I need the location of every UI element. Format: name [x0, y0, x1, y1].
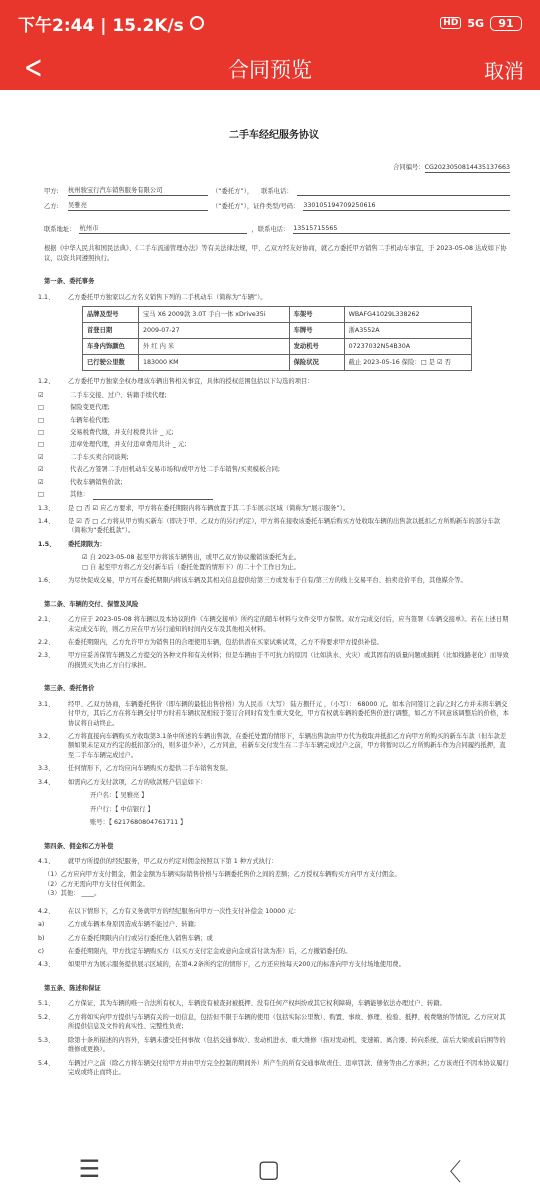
- checklist-item: ☑ 二手车交接、过户、转籍手续代理;: [38, 391, 167, 399]
- page-title: 合同预览: [228, 58, 312, 82]
- checkbox-icon: □: [38, 491, 44, 499]
- clause-3-3: 3.3、 任何情形下，乙方均应向车辆购买方提供二手车销售发票。: [38, 765, 232, 773]
- party-b-row: 乙方: 吴雅亮 （“委托方”），证件类型/号码： 330105194709250616: [44, 196, 510, 211]
- account-name-field: 开户名：【 吴雅亮 】: [90, 792, 148, 800]
- signal-icon: 5G: [467, 16, 484, 30]
- address-row: 联系地址： 杭州市 ，联系电话： 13515715565: [44, 219, 510, 234]
- checkbox-icon: □: [38, 404, 44, 412]
- clause-1-2: 1.2、 乙方委托甲方独家全权办理该车辆出售相关事宜，具体的授权范围包括以下勾选的项目：: [38, 378, 314, 386]
- contract-number: 合同编号：CG2023050814435137663: [38, 163, 510, 173]
- intro-paragraph: 根据《中华人民共和国民法典》、《二手车流通管理办法》等有关法律法规，甲、乙双方经友好协商，就乙方委托甲方销售二手机动车事宜，于 2023-05-08 达成如下协议，以资共同遵照执行。: [44, 245, 507, 262]
- section-1-heading: 第一条、委托事务: [44, 278, 95, 286]
- back-button[interactable]: <: [24, 48, 43, 86]
- authorization-checklist: [38, 391, 510, 500]
- table-row: 车身内饰颜色 外 红 内 米 发动机号 07237032N54B30A: [83, 339, 472, 355]
- checkbox-icon: □: [38, 428, 44, 436]
- checklist-item: ☑ 二手车买卖合同谈判;: [38, 453, 129, 461]
- checklist-item: □ 其他：: [38, 490, 510, 499]
- clause-1-5: 1.5、 委托期限为：: [38, 540, 106, 548]
- hd-icon: HD: [440, 17, 461, 29]
- clause-2-3: 2.3、 甲方应妥善保管车辆及乙方提交的各种文件和有关材料；但是车辆由于不可抗力的原因（比如洪水、火灾）或其固有的质量问题或损耗（比如线路老化）而导致的损毁灭失由乙方自行承担。: [38, 652, 509, 669]
- section-3-heading: 第三条、委托售价: [44, 685, 95, 693]
- party-a-row: 甲方: 杭州骏宝行汽车销售服务有限公司 （“委托方”）， 联系电话：: [44, 181, 510, 196]
- clause-4-2-a: a) 乙方或车辆本身原因造成车辆不能过户、转籍;: [38, 921, 197, 929]
- clause-1-6: 1.6、 为尽快促成交易，甲方可在委托期限内将该车辆及其相关信息提供给第三方或发布于自有/第三方的线上交易平台、拍卖竞价平台，其他媒介等。: [38, 577, 467, 585]
- menu-icon[interactable]: ☰: [78, 1155, 101, 1183]
- checklist-item: □ 保险变更代理;: [38, 404, 110, 412]
- status-icons: [440, 16, 522, 31]
- checklist-item: □ 违章处理代理，并支付违章费用共计 _ 元;: [38, 441, 187, 449]
- vehicle-info-table: [82, 306, 472, 371]
- clause-4-2-c: c) 在委托期限内，甲方找定车辆购买方（以买方支付定金或意向金或首付款为准）后，乙方撤销委托的。: [38, 948, 352, 955]
- term-option-b: □ 自 起至甲方将乙方交付新车后（委托处置的情形下）的二十个工作日为止。: [82, 563, 300, 571]
- section-5-heading: 第五条、陈述和保证: [44, 984, 101, 992]
- contract-title: 二手车经纪服务协议: [229, 130, 319, 141]
- bank-field: 开户行：【 中信银行 】: [90, 805, 154, 813]
- section-4-heading: 第四条、佣金和乙方补偿: [44, 842, 114, 850]
- checkbox-icon: ☑: [38, 453, 44, 461]
- clause-5-3: 5.3、 除第十条所描述的内容外，车辆未遭受任何事故（包括交通事故）、发动机进水、重大维修（指对发动机、变速箱、离合器、转向系统、前后大梁或前后围等的维修或更换）。: [38, 1036, 506, 1054]
- clause-1-1: 1.1、 乙方委托甲方独家以乙方名义销售下列的二手机动车（简称为“车辆”）。: [38, 293, 267, 301]
- table-row: 首登日期 2009-07-27 车牌号 浙A3552A: [83, 323, 472, 339]
- clause-4-2-b: b) 乙方在委托期限内自行或另行委托他人销售车辆；或: [38, 934, 213, 942]
- checkbox-icon: □: [38, 416, 44, 424]
- clause-5-2: 5.2、 乙方将如实向甲方提供与车辆有关的一切信息，包括但不限于车辆的使用（包括实际公里数）、购置、事故、修理、检验、抵押、税费缴纳等情况。乙方应对其所提供信息及文件的真实性、完整性负责;: [38, 1013, 506, 1031]
- clause-4-2: 4.2、 在以下情形下，乙方有义务就甲方的经纪服务向甲方一次性支付补偿金 10000 元：: [38, 907, 300, 915]
- clause-4-1: 4.1、 就甲方所提供的经纪服务，甲乙双方约定对佣金按照以下第 1 种方式执行：: [38, 857, 278, 865]
- table-row: 已行驶公里数 183000 KM 保险状况 截止 2023-05-16 保险：□ 是 ☑ 否: [83, 355, 472, 371]
- checklist-item: □ 车辆年检代理;: [38, 416, 110, 424]
- term-option-a: ☑ 自 2023-05-08 起至甲方将该车辆售出，或甲乙双方协议撤销该委托为止。: [82, 554, 301, 562]
- table-row: 品牌及型号 宝马 X6 2009款 3.0T 手自一体 xDrive35i 车架号 WBAFG41029L338262: [83, 307, 472, 323]
- checkbox-icon: ☑: [38, 466, 44, 474]
- status-bar: [0, 0, 540, 46]
- clause-4-3: 4.3、 如果甲方为展示服务提供展示区域的，在第4.2条所约定的情形下，乙方还应按每天200元的标准向甲方支付场地使用费。: [38, 961, 405, 969]
- section-2-heading: 第二条、车辆的交付、保管及风险: [44, 600, 139, 608]
- contract-document[interactable]: [0, 90, 540, 1138]
- checkbox-icon: □: [38, 441, 44, 449]
- commission-option-3: （3）其他： ____。: [44, 890, 101, 898]
- alarm-icon: [190, 16, 204, 30]
- clause-2-1: 2.1、 乙方应于 2023-05-08 将车辆以及本协议附件《车辆交接单》所约定的随车材料与文件交甲方保管。双方完成交付后，应当签署《车辆交接单》。若在上述日期未完成交车的，则乙方应在甲方另行通知的时间内交车及其他相关材料。: [38, 616, 509, 633]
- commission-option-1: （1）乙方应向甲方支付佣金，佣金金额为车辆实际销售价格与车辆委托售价之间的差额；乙方授权车辆购买方向甲方支付佣金。: [44, 871, 401, 879]
- clause-1-3: 1.3、 是 □ 否 ☑ 应乙方要求，甲方将在委托期限内将车辆放置于其二手车展示区域（简称为“展示服务”）。: [38, 504, 350, 512]
- clause-3-2: 3.2、 乙方将直接向车辆购买方收取第3.1条中所述的车辆出售款，在委托处置的情形下，车辆出售款由甲方代为收取并抵扣乙方向甲方所购买的新车车款（但车款差额如果未足双方约定的抵扣部分的，则多退少补），乙方同意，若新车交付发生在二手车车辆完成过户之前，甲方将暂时以乙方所购新车作为合同履约抵押，直至二手车车辆完成过户。: [38, 733, 507, 759]
- commission-option-2: （2）乙方无需向甲方支付任何佣金。: [44, 880, 149, 888]
- clause-3-1: 3.1、 经甲、乙双方协商，车辆委托售价（即车辆的最低出售价格）为人民币（大写） 陆万捌仟元 ，（小写）： 68000 元。如本合同签订之前/之时乙方并未将车辆交付甲方，其后乙方在将车辆交付甲方时若车辆状况相较于签订合同时有发生重大变化，甲方有权就车辆的委托售价进行调整，如乙方不同意该调整后的价格，本协议将自动终止。: [38, 700, 509, 727]
- status-time: 下午2:44 | 15.2K/s: [18, 15, 184, 36]
- clause-2-2: 2.2、 在委托期限内，乙方允许甲方为销售目的合理使用车辆，包括供潜在买家试乘试驾，乙方不得要求甲方提供补偿。: [38, 638, 383, 646]
- checklist-item: ☑ 代收车辆销售价款;: [38, 478, 123, 486]
- clause-1-4: 1.4、 是 ☑ 否 □ 乙方将从甲方购买新车（即决于甲、乙双方的另行约定），甲方将在接收该委托车辆后购买方处收取车辆的出售款以抵扣乙方所购新车的部分车款（简称为“委托抵款”）。: [38, 518, 501, 535]
- system-nav-bar: [0, 1138, 540, 1200]
- checkbox-icon: ☑: [38, 478, 44, 486]
- checklist-item: ☑ 代表乙方签署二手/旧机动车交易市场和/或甲方处二手车销售/买卖模板合同;: [38, 466, 280, 474]
- battery-icon: 91: [490, 16, 522, 31]
- checkbox-icon: ☑: [38, 391, 44, 399]
- account-number-field: 账号：【 6217680804761711 】: [90, 819, 187, 827]
- cancel-button[interactable]: 取消: [484, 59, 524, 83]
- clause-5-1: 5.1、 乙方保证，其为车辆的唯一合法所有权人，车辆没有被查封被抵押、没有任何产权纠纷或其它权利障碍，车辆能够依法办理过户、转籍。: [38, 1000, 446, 1008]
- clause-5-4: 5.4、 车辆过户之前（除乙方将车辆交付给甲方并由甲方完全控制的期间外）所产生的所有交通事故责任、违章罚款、债务等由乙方承担；乙方该责任不因本协议履行完成或终止而终止。: [38, 1059, 509, 1076]
- checklist-item: □ 交易税费代缴，并支付税费共计 _ 元;: [38, 428, 174, 436]
- clause-3-4: 3.4、 如需向乙方支付款项，乙方的收款账户信息如下：: [38, 778, 207, 786]
- home-icon[interactable]: ▢: [257, 1155, 281, 1183]
- nav-bar: [0, 46, 540, 90]
- back-icon[interactable]: 〈: [437, 1157, 462, 1186]
